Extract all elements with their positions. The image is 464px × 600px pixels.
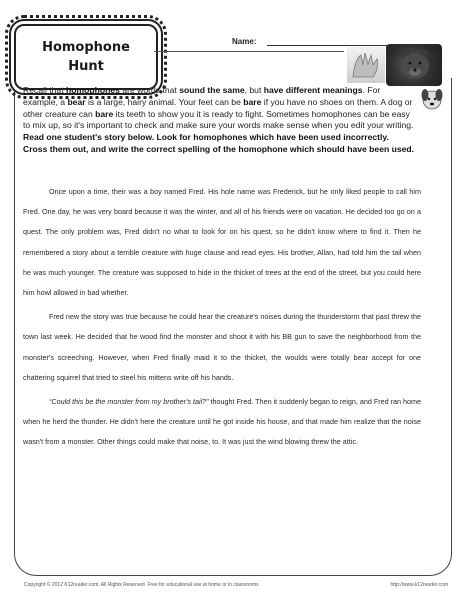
story-paragraph-3: “Could this be the monster from my brother's tail?” thought Fred. Then it suddenly began to reign, and Fred ran home when he herd the thunder. He didn't here the creature until he got inside his house, and that made him realize that the noise wasn't from a monster. Other things could make that noise, to. It was just the wind blowing threw the attic. <box>23 397 421 447</box>
story-paragraph-2: Fred new the story was true because he could hear the creature's noises during the thunderstorm that past threw the town last week. He decided that he wood find the monster and shoot it with his BB gun to save the neighborhood from the monster's screeching. However, when Fred finally maid it to the thicket, the woulds were totally bear accept for one chattering squirrel that tried to steel his mittens write off his hands. <box>23 312 421 382</box>
header-rule <box>154 51 344 52</box>
title-badge <box>14 24 158 90</box>
copyright-footer: Copyright © 2012 K12reader.com. All Rights Reserved. Free for educational use at home or in classrooms <box>24 582 259 588</box>
dog-icon <box>418 86 446 112</box>
title-line-1: Homophone <box>42 40 130 55</box>
name-label: Name: <box>232 37 257 46</box>
website-footer[interactable]: http://www.k12reader.com <box>390 582 448 588</box>
story-text <box>23 182 421 457</box>
hand-icon <box>347 47 385 83</box>
instructions: Recall that homophones are words that sound the same, but have different meanings. For example, a bear is a large, hairy animal. Your feet can be bare if you have no shoes on them. A dog or other creature can bare its teeth to show you it is ready to fight. Sometimes homophones can be easy to mix up, so it's important to check and make sure your words make sense when you edit your writing. Read one student's story below. Look for homophones which have been used incorrectly. Cross them out, and write the correct spelling of the homophone which should have been used. <box>23 85 415 154</box>
story-paragraph-1: Once upon a time, their was a boy named Fred. His hole name was Frederick, but he only liked people to call him Fred. One day, he was very board because it was the winter, and all of his friends were on vacation. He decided too go on a quest. The only problem was, Fred didn't no what to look for on his quest, so he didn't know where to find it. Then he remembered a story about a terrible creature with huge clause and read eyes. His brother, Allan, had told him the tail when he was much younger. The creature was supposed to hide in the thicket of trees at the end of the street, but you could here him howl allowed in bad whether. <box>23 187 421 298</box>
bear-icon <box>386 44 442 86</box>
title-line-2: Hunt <box>68 59 104 74</box>
